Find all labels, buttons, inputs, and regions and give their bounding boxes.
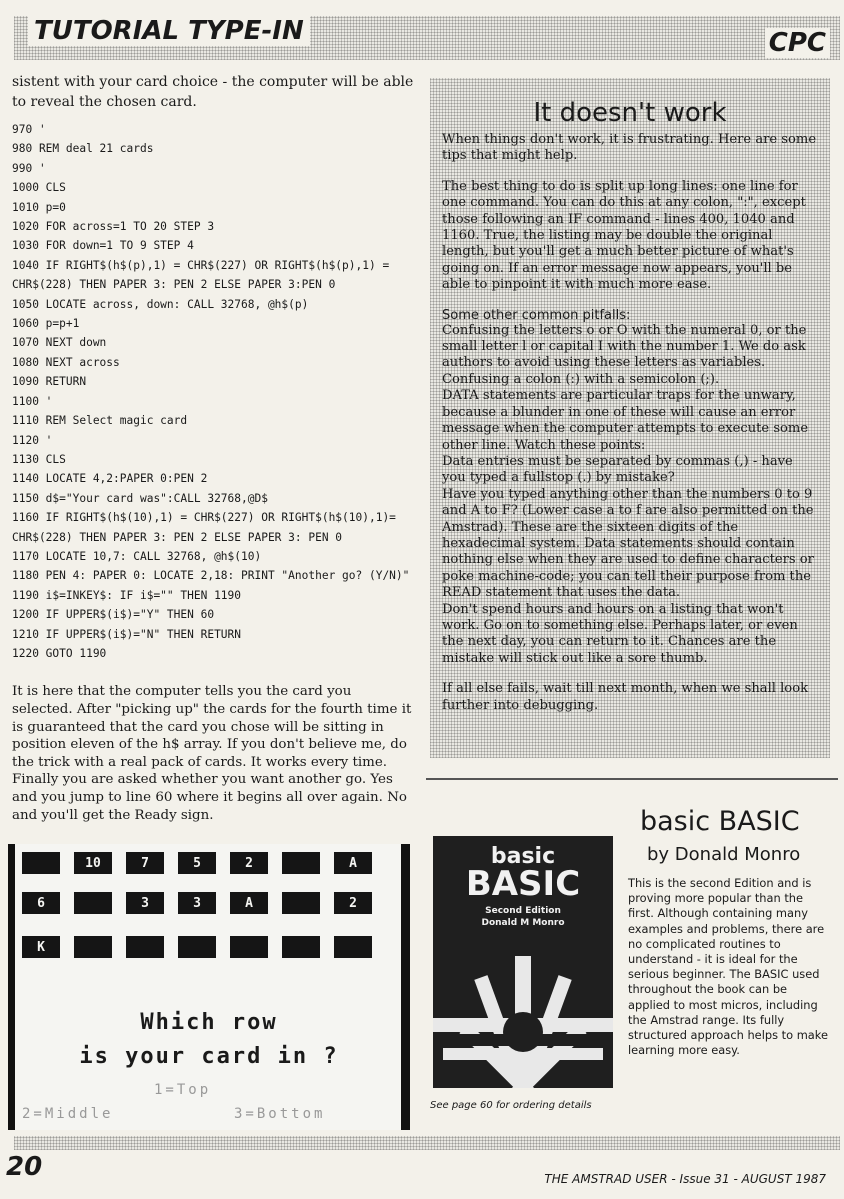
- cover-word: BASIC: [465, 864, 581, 904]
- code-line: 1090 RETURN: [12, 375, 87, 389]
- code-line: 1000 CLS: [12, 181, 66, 195]
- code-line: 980 REM deal 21 cards: [12, 142, 154, 156]
- code-line: 1200 IF UPPER$(i$)="Y" THEN 60: [12, 608, 215, 622]
- code-line: 1110 REM Select magic card: [12, 414, 188, 428]
- card-tile: 6: [22, 892, 60, 914]
- program-listing: [12, 120, 414, 663]
- card-tile: 3: [178, 892, 216, 914]
- footer-bar: [14, 1136, 840, 1150]
- card-tile: 2: [334, 892, 372, 914]
- card-tile: [334, 936, 372, 958]
- prompt-line: Which row: [140, 1010, 278, 1035]
- book-cover-image: [433, 836, 613, 1088]
- card-tile: [22, 852, 60, 874]
- box-paragraph: Confusing a colon (:) with a semicolon (;).: [442, 371, 720, 387]
- code-line: 990 ': [12, 161, 46, 175]
- screen-border: [8, 844, 15, 1130]
- section-title: TUTORIAL TYPE-IN: [28, 16, 310, 46]
- card-tile: [230, 936, 268, 958]
- tips-box: [430, 78, 830, 758]
- card-row: [22, 892, 372, 914]
- ad-title: basic BASIC: [640, 806, 800, 837]
- cover-word: basic: [490, 844, 556, 869]
- screenshot-panel: [8, 844, 410, 1130]
- code-line: 1060 p=p+1: [12, 317, 80, 331]
- option-top: 1=Top: [154, 1082, 212, 1098]
- card-tile: 3: [126, 892, 164, 914]
- card-row: [22, 936, 372, 958]
- card-tile: [282, 936, 320, 958]
- box-paragraph: The best thing to do is split up long lines: one line for one command. You can do this at any colon, ":", except those following an IF command - lines 400, 1040 and 1160. True, the listing may be double the original length, but you'll get a much better picture of what's going on. If an error message now appears, you'll be able to pinpoint it with much more ease.: [442, 178, 806, 293]
- code-line: 1130 CLS: [12, 452, 66, 466]
- footer-credit: THE AMSTRAD USER - Issue 31 - AUGUST 1987: [544, 1172, 826, 1186]
- option-middle: 2=Middle: [22, 1106, 114, 1122]
- code-line: 1160 IF RIGHT$(h$(10),1) = CHR$(227) OR RIGHT$(h$(10),1)= CHR$(228) THEN PAPER 3: PEN 2 ELSE PAPER 3: PEN 0: [12, 511, 403, 544]
- option-bottom: 3=Bottom: [234, 1106, 326, 1122]
- ad-body: This is the second Edition and is proving more popular than the first. Although containing many examples and problems, there are no complicated routines to understand - it is ideal for the serious beginner. The BASIC used throughout the book can be applied to most micros, including the Amstrad range. Its fully structured approach helps to make learning more easy.: [628, 876, 828, 1058]
- card-tile: [126, 936, 164, 958]
- card-tile: A: [334, 852, 372, 874]
- code-line: 1190 i$=INKEY$: IF i$="" THEN 1190: [12, 588, 242, 602]
- intro-text: sistent with your card choice - the computer will be able to reveal the chosen card.: [12, 74, 414, 110]
- card-tile: 10: [74, 852, 112, 874]
- body-paragraph: It is here that the computer tells you the card you selected. After "picking up" the cards for the fourth time it is guaranteed that the card you chose will be sitting in position eleven of the h$ array. If you don't believe me, do the trick with a real pack of cards. It works every time.: [12, 684, 412, 770]
- box-paragraph: Confusing the letters o or O with the numeral 0, or the small letter l or capital I with the number 1. We do ask authors to avoid using these letters as variables.: [442, 322, 807, 371]
- cover-author: Donald M Monro: [481, 918, 565, 928]
- cover-edition: Second Edition: [485, 906, 561, 916]
- code-line: 1220 GOTO 1190: [12, 646, 107, 660]
- left-column: [12, 72, 414, 824]
- code-line: 1030 FOR down=1 TO 9 STEP 4: [12, 239, 194, 253]
- card-tile: K: [22, 936, 60, 958]
- body-text: [12, 683, 414, 824]
- code-line: 1050 LOCATE across, down: CALL 32768, @h$(p): [12, 297, 309, 311]
- platform-label: CPC: [765, 28, 830, 58]
- ad-author: by Donald Monro: [647, 844, 801, 865]
- card-tile: [74, 936, 112, 958]
- page-number: 20: [6, 1152, 43, 1182]
- code-line: 1170 LOCATE 10,7: CALL 32768, @h$(10): [12, 549, 262, 563]
- card-tile: [282, 852, 320, 874]
- card-row: [22, 852, 372, 874]
- divider: [426, 778, 838, 780]
- code-line: 1080 NEXT across: [12, 355, 120, 369]
- ad-caption: See page 60 for ordering details: [430, 1100, 592, 1111]
- code-line: 1120 ': [12, 433, 53, 447]
- code-line: 1150 d$="Your card was":CALL 32768,@D$: [12, 491, 268, 505]
- code-line: 1020 FOR across=1 TO 20 STEP 3: [12, 220, 215, 234]
- code-line: 1140 LOCATE 4,2:PAPER 0:PEN 2: [12, 472, 208, 486]
- box-paragraph: When things don't work, it is frustrating. Here are some tips that might help.: [442, 132, 817, 164]
- box-paragraph: Data entries must be separated by commas (,) - have you typed a fullstop (.) by mistake?: [442, 453, 793, 486]
- box-paragraph: Have you typed anything other than the numbers 0 to 9 and A to F? (Lower case a to f are also permitted on the Amstrad). These are the sixteen digits of the hexadecimal system. Data statements should contain nothing else when they are used to define characters or poke machine-code; you can tell their purpose from the READ statement that uses the data.: [442, 486, 814, 601]
- body-paragraph: Finally you are asked whether you want another go. Yes and you jump to line 60 where it begins all over again. No and you'll get the Ready sign.: [12, 772, 407, 823]
- box-paragraph: Don't spend hours and hours on a listing that won't work. Go on to something else. Perhaps later, or even the next day, you can return to it. Chances are the mistake will stick out like a sore thumb.: [442, 601, 798, 666]
- code-line: 1010 p=0: [12, 200, 66, 214]
- code-line: 1100 ': [12, 394, 53, 408]
- card-tile: 7: [126, 852, 164, 874]
- box-subhead: Some other common pitfalls:: [442, 307, 631, 323]
- card-tile: [282, 892, 320, 914]
- card-tile: 5: [178, 852, 216, 874]
- card-tile: A: [230, 892, 268, 914]
- box-title: It doesn't work: [533, 98, 727, 128]
- screen-border: [401, 844, 410, 1130]
- code-line: 1040 IF RIGHT$(h$(p),1) = CHR$(227) OR RIGHT$(h$(p),1) = CHR$(228) THEN PAPER 3: PEN 2 ELSE PAPER 3:PEN 0: [12, 258, 396, 292]
- code-line: 970 ': [12, 123, 46, 136]
- code-line: 1180 PEN 4: PAPER 0: LOCATE 2,18: PRINT "Another go? (Y/N)": [12, 569, 410, 583]
- box-paragraph: If all else fails, wait till next month, when we shall look further into debugging.: [442, 681, 809, 713]
- card-tile: [74, 892, 112, 914]
- code-line: 1070 NEXT down: [12, 336, 107, 350]
- card-tile: 2: [230, 852, 268, 874]
- box-paragraph: DATA statements are particular traps for the unwary, because a blunder in one of these will cause an error message when the computer attempts to execute some other line. Watch these points:: [442, 388, 809, 453]
- card-tile: [178, 936, 216, 958]
- code-line: 1210 IF UPPER$(i$)="N" THEN RETURN: [12, 627, 242, 641]
- prompt-line: is your card in ?: [79, 1044, 339, 1069]
